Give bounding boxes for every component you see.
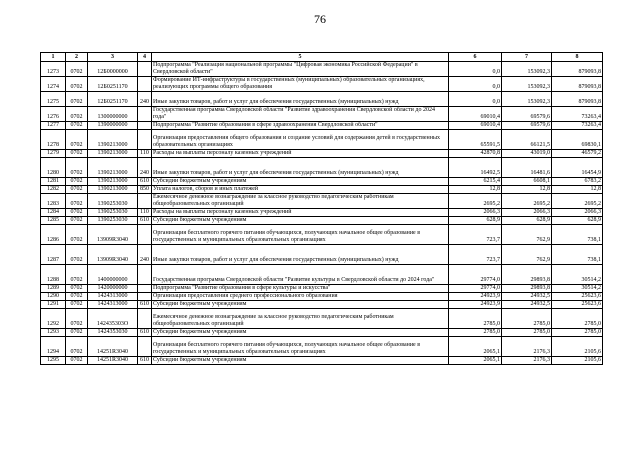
amount-col7: 153092,3 <box>502 62 552 77</box>
amount-col7: 153092,3 <box>502 77 552 92</box>
item-name: Субсидии бюджетным учреждениям <box>152 178 449 186</box>
amount-col6: 42870,8 <box>449 150 502 158</box>
section-code: 0702 <box>66 130 88 150</box>
row-number: 1274 <box>41 77 66 92</box>
expense-type-code <box>138 62 152 77</box>
amount-col7: 2176,3 <box>502 337 552 357</box>
table-row <box>41 158 603 178</box>
section-code: 0702 <box>66 293 88 301</box>
item-name: Формирование ИТ-инфраструктуры в государственных (муниципальных) образовательных организациях, реализующих программы общего образования <box>152 77 449 92</box>
expense-type-code <box>138 107 152 122</box>
row-number: 1288 <box>41 265 66 285</box>
amount-col6: 2065,1 <box>449 357 502 365</box>
row-number: 1287 <box>41 245 66 265</box>
amount-col8: 2105,6 <box>552 357 603 365</box>
item-name: Субсидии бюджетным учреждениям <box>152 357 449 365</box>
column-header: 7 <box>502 53 552 62</box>
expense-type-code: 610 <box>138 357 152 365</box>
amount-col8: 73263,4 <box>552 122 603 130</box>
amount-col8: 69830,1 <box>552 130 603 150</box>
table-row <box>41 245 603 265</box>
section-code: 0702 <box>66 186 88 194</box>
amount-col8: 879093,8 <box>552 77 603 92</box>
item-name: Иные закупки товаров, работ и услуг для обеспечения государственных (муниципальных) нужд <box>152 245 449 265</box>
amount-col6: 65591,5 <box>449 130 502 150</box>
column-header: 1 <box>41 53 66 62</box>
item-name: Организация предоставления среднего профессионального образования <box>152 293 449 301</box>
table-row <box>41 209 603 217</box>
amount-col8: 73263,4 <box>552 107 603 122</box>
row-number: 1276 <box>41 107 66 122</box>
section-code: 0702 <box>66 357 88 365</box>
amount-col7: 69579,6 <box>502 107 552 122</box>
section-code: 0702 <box>66 209 88 217</box>
expense-type-code <box>138 337 152 357</box>
item-name: Субсидии бюджетным учреждениям <box>152 329 449 337</box>
expense-type-code: 240 <box>138 158 152 178</box>
amount-col7: 43019,0 <box>502 150 552 158</box>
item-name: Подпрограмма "Развитие образования в сфере здравоохранения Свердловской области" <box>152 122 449 130</box>
table-row <box>41 329 603 337</box>
row-number: 1293 <box>41 329 66 337</box>
expense-type-code <box>138 77 152 92</box>
table-row <box>41 130 603 150</box>
expense-type-code <box>138 130 152 150</box>
table-row <box>41 194 603 209</box>
target-article-code: 1300000000 <box>88 107 138 122</box>
section-code: 0702 <box>66 265 88 285</box>
expense-type-code: 610 <box>138 329 152 337</box>
amount-col8: 2105,6 <box>552 337 603 357</box>
amount-col6: 6215,4 <box>449 178 502 186</box>
amount-col6: 29774,0 <box>449 285 502 293</box>
page-number: 76 <box>314 12 326 26</box>
table-row <box>41 107 603 122</box>
amount-col7: 2785,0 <box>502 309 552 329</box>
amount-col6: 0,0 <box>449 92 502 107</box>
amount-col7: 2695,2 <box>502 194 552 209</box>
section-code: 0702 <box>66 245 88 265</box>
amount-col7: 762,9 <box>502 245 552 265</box>
amount-col8: 2785,0 <box>552 309 603 329</box>
amount-col7: 66121,5 <box>502 130 552 150</box>
target-article-code: 12Б0251170 <box>88 92 138 107</box>
target-article-code: 1390253030 <box>88 217 138 225</box>
amount-col6: 12,8 <box>449 186 502 194</box>
target-article-code: 142435303О <box>88 309 138 329</box>
amount-col8: 25623,6 <box>552 293 603 301</box>
amount-col8: 16454,9 <box>552 158 603 178</box>
expense-type-code <box>138 122 152 130</box>
amount-col6: 2066,3 <box>449 209 502 217</box>
amount-col8: 2785,0 <box>552 329 603 337</box>
table-row <box>41 293 603 301</box>
row-number: 1277 <box>41 122 66 130</box>
section-code: 0702 <box>66 150 88 158</box>
row-number: 1278 <box>41 130 66 150</box>
amount-col7: 2785,0 <box>502 329 552 337</box>
amount-col6: 0,0 <box>449 77 502 92</box>
target-article-code: 1424313000 <box>88 293 138 301</box>
table-row <box>41 77 603 92</box>
item-name: Подпрограмма "Реализация национальной программы "Цифровая экономика Российской Федерации" в Свердловской области" <box>152 62 449 77</box>
target-article-code: 1390213000 <box>88 130 138 150</box>
header-row <box>41 53 603 62</box>
amount-col6: 29774,0 <box>449 265 502 285</box>
amount-col7: 12,8 <box>502 186 552 194</box>
target-article-code: 12Б0251170 <box>88 77 138 92</box>
amount-col6: 0,0 <box>449 62 502 77</box>
amount-col6: 723,7 <box>449 225 502 245</box>
item-name: Организация предоставления общего образования и создание условий для содержания детей в государственных образовательных организациях <box>152 130 449 150</box>
item-name: Расходы на выплаты персоналу казенных учреждений <box>152 150 449 158</box>
amount-col7: 628,9 <box>502 217 552 225</box>
target-article-code: 14251R3040 <box>88 337 138 357</box>
amount-col6: 69010,4 <box>449 107 502 122</box>
section-code: 0702 <box>66 217 88 225</box>
column-header: 3 <box>88 53 138 62</box>
amount-col7: 69579,6 <box>502 122 552 130</box>
amount-col6: 2785,0 <box>449 309 502 329</box>
budget-table <box>40 52 603 365</box>
amount-col7: 16481,6 <box>502 158 552 178</box>
amount-col7: 2176,3 <box>502 357 552 365</box>
amount-col8: 879093,8 <box>552 92 603 107</box>
table-row <box>41 265 603 285</box>
amount-col8: 2066,3 <box>552 209 603 217</box>
expense-type-code: 610 <box>138 217 152 225</box>
column-header: 2 <box>66 53 88 62</box>
amount-col7: 24932,5 <box>502 301 552 309</box>
item-name: Субсидии бюджетным учреждениям <box>152 217 449 225</box>
row-number: 1292 <box>41 309 66 329</box>
table-row <box>41 186 603 194</box>
amount-col6: 2785,0 <box>449 329 502 337</box>
amount-col7: 762,9 <box>502 225 552 245</box>
amount-col6: 628,9 <box>449 217 502 225</box>
section-code: 0702 <box>66 158 88 178</box>
row-number: 1294 <box>41 337 66 357</box>
expense-type-code <box>138 309 152 329</box>
table-row <box>41 337 603 357</box>
target-article-code: 1390213000 <box>88 150 138 158</box>
expense-type-code <box>138 194 152 209</box>
section-code: 0702 <box>66 337 88 357</box>
table-row <box>41 357 603 365</box>
amount-col6: 2695,2 <box>449 194 502 209</box>
section-code: 0702 <box>66 77 88 92</box>
expense-type-code: 110 <box>138 209 152 217</box>
section-code: 0702 <box>66 122 88 130</box>
amount-col6: 24923,9 <box>449 293 502 301</box>
section-code: 0702 <box>66 178 88 186</box>
expense-type-code <box>138 265 152 285</box>
amount-col6: 2065,1 <box>449 337 502 357</box>
section-code: 0702 <box>66 329 88 337</box>
amount-col6: 16492,5 <box>449 158 502 178</box>
amount-col7: 29893,8 <box>502 265 552 285</box>
row-number: 1295 <box>41 357 66 365</box>
table-row <box>41 225 603 245</box>
target-article-code: 13909R3040 <box>88 225 138 245</box>
amount-col6: 723,7 <box>449 245 502 265</box>
expense-type-code <box>138 293 152 301</box>
expense-type-code <box>138 225 152 245</box>
target-article-code: 1424353030 <box>88 329 138 337</box>
expense-type-code: 610 <box>138 178 152 186</box>
item-name: Расходы на выплаты персоналу казенных учреждений <box>152 209 449 217</box>
amount-col7: 29893,8 <box>502 285 552 293</box>
amount-col8: 30514,2 <box>552 285 603 293</box>
column-header: 4 <box>138 53 152 62</box>
target-article-code: 1400000000 <box>88 265 138 285</box>
target-article-code: 12Б0000000 <box>88 62 138 77</box>
target-article-code: 1390213000 <box>88 158 138 178</box>
expense-type-code: 610 <box>138 301 152 309</box>
item-name: Государственная программа Свердловской области "Развитие здравоохранения Свердловской области до 2024 года" <box>152 107 449 122</box>
item-name: Подпрограмма "Развитие образования в сфере культуры и искусства" <box>152 285 449 293</box>
section-code: 0702 <box>66 285 88 293</box>
section-code: 0702 <box>66 107 88 122</box>
table-body <box>41 62 603 365</box>
expense-type-code: 240 <box>138 245 152 265</box>
amount-col7: 153092,3 <box>502 92 552 107</box>
target-article-code: 14251R3040 <box>88 357 138 365</box>
expense-type-code: 110 <box>138 150 152 158</box>
row-number: 1279 <box>41 150 66 158</box>
target-article-code: 1390253030 <box>88 194 138 209</box>
expense-type-code: 850 <box>138 186 152 194</box>
amount-col6: 24923,9 <box>449 301 502 309</box>
row-number: 1285 <box>41 217 66 225</box>
column-header: 8 <box>552 53 603 62</box>
amount-col8: 2695,2 <box>552 194 603 209</box>
section-code: 0702 <box>66 92 88 107</box>
item-name: Организация бесплатного горячего питания обучающихся, получающих начальное общее образование в государственных и муниципальных образовательных организациях <box>152 337 449 357</box>
amount-col7: 6608,1 <box>502 178 552 186</box>
item-name: Организация бесплатного горячего питания обучающихся, получающих начальное общее образование в государственных и муниципальных образовательных организациях <box>152 225 449 245</box>
row-number: 1284 <box>41 209 66 217</box>
target-article-code: 1390213000 <box>88 186 138 194</box>
amount-col8: 738,1 <box>552 245 603 265</box>
amount-col8: 879093,8 <box>552 62 603 77</box>
expense-type-code <box>138 285 152 293</box>
target-article-code: 1390253030 <box>88 209 138 217</box>
item-name: Субсидии бюджетным учреждениям <box>152 301 449 309</box>
item-name: Ежемесячное денежное вознаграждение за классное руководство педагогическим работникам общеобразовательных организаций <box>152 194 449 209</box>
column-header: 6 <box>449 53 502 62</box>
row-number: 1286 <box>41 225 66 245</box>
row-number: 1282 <box>41 186 66 194</box>
table-row <box>41 309 603 329</box>
item-name: Уплата налогов, сборов и иных платежей <box>152 186 449 194</box>
row-number: 1289 <box>41 285 66 293</box>
target-article-code: 1390213000 <box>88 178 138 186</box>
table-row <box>41 178 603 186</box>
section-code: 0702 <box>66 301 88 309</box>
section-code: 0702 <box>66 194 88 209</box>
amount-col8: 12,8 <box>552 186 603 194</box>
amount-col8: 6783,2 <box>552 178 603 186</box>
item-name: Государственная программа Свердловской области "Развитие культуры в Свердловской области до 2024 года" <box>152 265 449 285</box>
row-number: 1281 <box>41 178 66 186</box>
item-name: Иные закупки товаров, работ и услуг для обеспечения государственных (муниципальных) нужд <box>152 92 449 107</box>
target-article-code: 1390000000 <box>88 122 138 130</box>
row-number: 1280 <box>41 158 66 178</box>
section-code: 0702 <box>66 225 88 245</box>
table-row <box>41 122 603 130</box>
row-number: 1283 <box>41 194 66 209</box>
amount-col6: 69010,4 <box>449 122 502 130</box>
target-article-code: 13909R3040 <box>88 245 138 265</box>
expense-type-code: 240 <box>138 92 152 107</box>
item-name: Ежемесячное денежное вознаграждение за классное руководство педагогическим работникам общеобразовательных организаций <box>152 309 449 329</box>
amount-col8: 738,1 <box>552 225 603 245</box>
item-name: Иные закупки товаров, работ и услуг для обеспечения государственных (муниципальных) нужд <box>152 158 449 178</box>
section-code: 0702 <box>66 62 88 77</box>
amount-col7: 24932,5 <box>502 293 552 301</box>
table-row <box>41 92 603 107</box>
row-number: 1290 <box>41 293 66 301</box>
table-row <box>41 217 603 225</box>
row-number: 1291 <box>41 301 66 309</box>
table-row <box>41 285 603 293</box>
table-row <box>41 301 603 309</box>
amount-col8: 628,9 <box>552 217 603 225</box>
amount-col8: 30514,2 <box>552 265 603 285</box>
amount-col8: 46579,2 <box>552 150 603 158</box>
table-row <box>41 150 603 158</box>
target-article-code: 1420000000 <box>88 285 138 293</box>
table-row <box>41 62 603 77</box>
section-code: 0702 <box>66 309 88 329</box>
target-article-code: 1424313000 <box>88 301 138 309</box>
amount-col7: 2066,3 <box>502 209 552 217</box>
amount-col8: 25623,6 <box>552 301 603 309</box>
row-number: 1275 <box>41 92 66 107</box>
row-number: 1273 <box>41 62 66 77</box>
column-header: 5 <box>152 53 449 62</box>
